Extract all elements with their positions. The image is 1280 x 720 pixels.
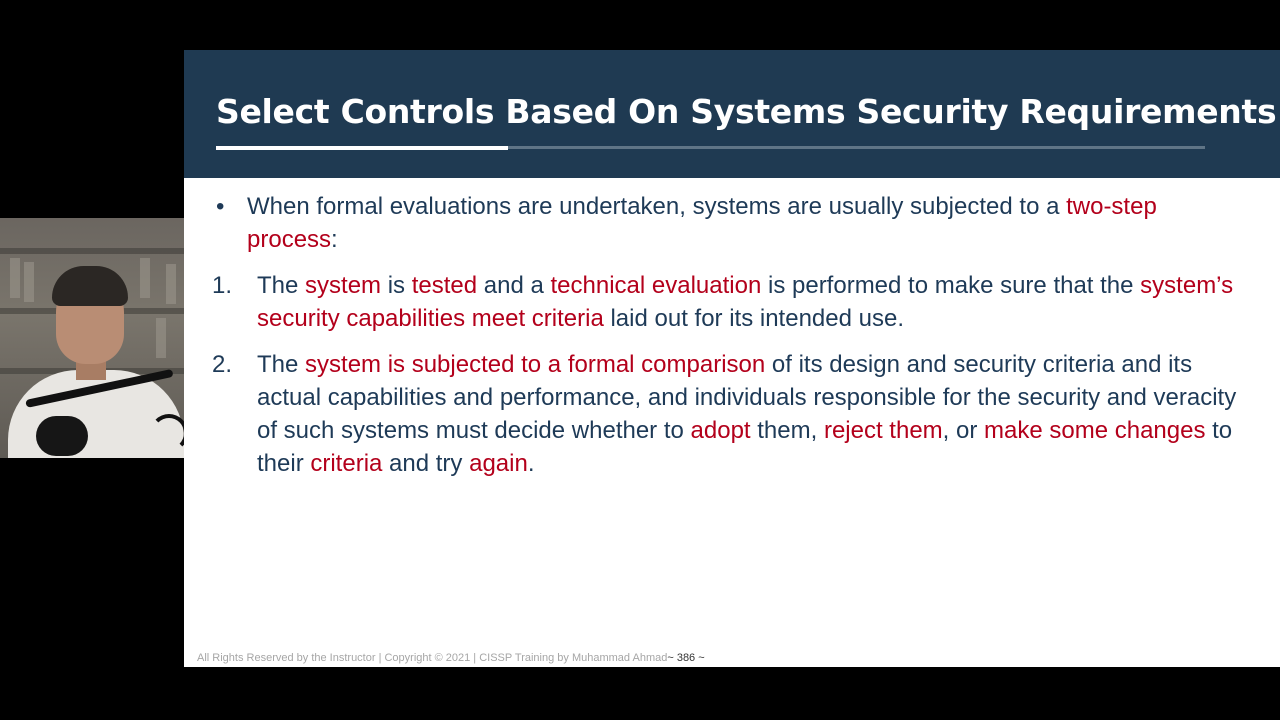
text-run: . [527,450,535,477]
microphone-icon [36,416,88,456]
book [24,262,34,302]
slide-header [184,50,1280,178]
highlighted-phrase: criteria [310,450,383,477]
step-number: 1. [212,272,233,299]
text-run: : [331,226,338,253]
step-text [257,272,1233,332]
text-run: The [257,351,306,378]
highlighted-phrase: system’s security capabilities meet criteria [257,272,1234,332]
highlighted-phrase: system [305,272,382,299]
book [10,258,20,298]
highlighted-phrase: tested [411,272,478,299]
book [140,258,150,298]
slide-title: Select Controls Based On Systems Security Requirements [216,92,1277,131]
step-number: 2. [212,351,233,378]
step-item [212,269,1242,335]
presentation-slide [184,50,1280,667]
text-run: , or [942,417,985,444]
footer-copyright: All Rights Reserved by the Instructor | Copyright © 2021 | CISSP Training by Muhammad Ahmad [197,652,668,664]
highlighted-phrase: reject them [823,417,943,444]
step-item [212,348,1242,480]
intro-bullet [212,190,1242,256]
book [166,264,176,304]
presenter-hair [52,266,128,306]
slide-body [212,190,1242,493]
text-run: laid out for its intended use. [603,305,904,332]
text-run: When formal evaluations are undertaken, systems are usually subjected to a [247,193,1067,220]
text-run: of its design and security criteria and its actual capabilities and performance, and individuals responsible for the security and veracity of such systems must decide whether to [257,351,1237,444]
title-underline-accent [216,146,508,150]
text-run: and try [382,450,470,477]
text-run: is performed to make sure that the [761,272,1141,299]
text-run: is [381,272,412,299]
highlighted-phrase: technical evaluation [550,272,762,299]
page-number: ~ 386 ~ [667,652,705,664]
highlighted-phrase: again [469,450,528,477]
mic-stand [150,414,184,452]
text-run: them, [750,417,824,444]
intro-text [247,193,1157,253]
text-run: to their [257,417,1233,477]
highlighted-phrase: make some changes [984,417,1206,444]
highlighted-phrase: system is subjected to a formal comparison [305,351,766,378]
text-run: The [257,272,306,299]
text-run: and a [477,272,551,299]
highlighted-phrase: two-step process [247,193,1157,253]
bullet-marker: • [216,193,225,220]
book [156,318,166,358]
presenter-webcam [0,218,184,458]
step-text [257,351,1236,477]
bookshelf-shelf [0,248,184,254]
slide-footer [197,652,705,664]
highlighted-phrase: adopt [690,417,751,444]
